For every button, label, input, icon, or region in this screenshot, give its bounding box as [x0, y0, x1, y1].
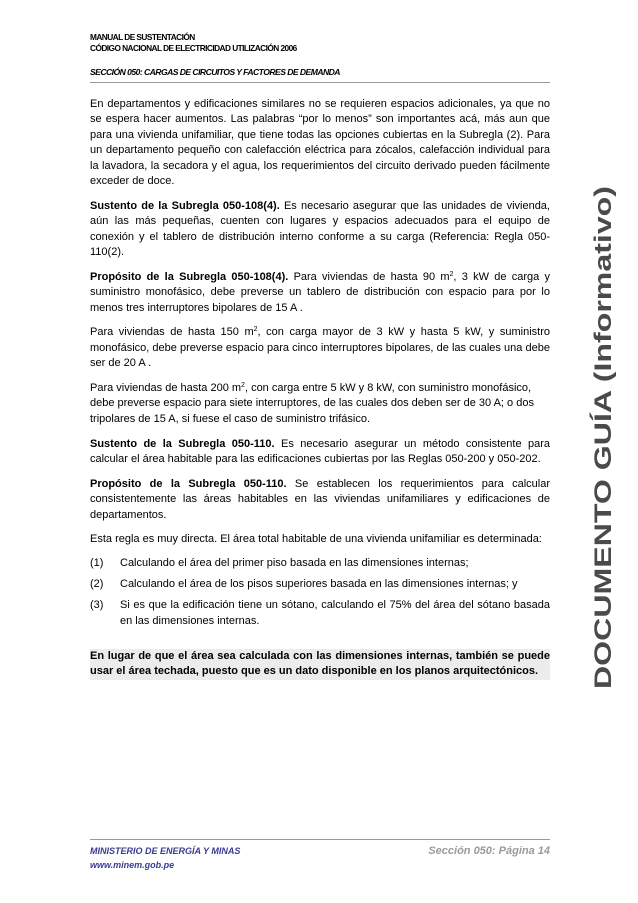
list-text: Calculando el área de los pisos superiores basada en las dimensiones internas; y	[120, 578, 518, 591]
paragraph-heading: Sustento de la Subregla 050-108(4).	[90, 199, 280, 212]
list-item	[90, 556, 550, 571]
paragraph-text: , con carga mayor de 3 kW y hasta 5 kW, y suministro monofásico, debe preverse espacio para cinco interruptores bipolares, de las cuales una debe ser de 20 A .	[90, 326, 550, 370]
page-header	[90, 32, 550, 83]
paragraph	[90, 532, 550, 547]
section-title: SECCIÓN 050: CARGAS DE CIRCUITOS Y FACTORES DE DEMANDA	[90, 67, 340, 77]
superscript: 2	[253, 326, 258, 334]
paragraph-text: , con carga entre 5 kW y 8 kW, con suministro monofásico, debe preverse espacio para siete interruptores, de las cuales dos deben ser de 30 A; o dos tripolares de 15 A, si fuese el caso de suministro trifásico.	[90, 382, 534, 425]
paragraph	[90, 437, 550, 468]
numbered-list	[90, 556, 550, 629]
list-number: (2)	[90, 578, 104, 591]
ministry-name: MINISTERIO DE ENERGÍA Y MINAS	[90, 846, 241, 856]
document-body	[90, 97, 550, 680]
paragraph-text: Para viviendas de hasta 90 m	[288, 270, 450, 283]
paragraph-text: Es necesario asegurar que las unidades de vivienda, aún las más pequeñas, cuenten con lugares y espacios adecuados para el equipo de conexión y el tablero de distribución interno conforme a su carga (Referencia: Regla 050-110(2).	[90, 199, 550, 259]
page-footer	[90, 839, 550, 870]
list-number: (1)	[90, 557, 104, 570]
paragraph-text: Se establecen los requerimientos para calcular consistentemente las áreas habitables en las viviendas unifamiliares y edificaciones de departamentos.	[90, 477, 550, 521]
paragraph-text: Esta regla es muy directa. El área total habitable de una vivienda unifamiliar es determinada:	[90, 533, 542, 546]
list-text: Si es que la edificación tiene un sótano, calculando el 75% del área del sótano basada en las dimensiones internas.	[120, 599, 550, 627]
paragraph-text: Es necesario asegurar un método consistente para calcular el área habitable para las edificaciones cubiertas por las Reglas 050-200 y 050-202.	[90, 437, 550, 466]
paragraph-heading: Propósito de la Subregla 050-108(4).	[90, 270, 289, 283]
list-text: Calculando el área del primer piso basada en las dimensiones internas;	[120, 557, 469, 570]
paragraph	[90, 270, 550, 316]
page-number: Sección 050: Página 14	[428, 845, 550, 857]
highlighted-note: En lugar de que el área sea calculada con las dimensiones internas, también se puede usar el área techada, puesto que es un dato disponible en los planos arquitectónicos.	[90, 649, 550, 680]
website-link[interactable]: www.minem.gob.pe	[90, 860, 175, 870]
header-rule	[90, 82, 550, 83]
superscript: 2	[241, 382, 245, 390]
superscript: 2	[449, 270, 454, 278]
footer-rule	[90, 839, 550, 840]
paragraph	[90, 97, 550, 189]
list-item	[90, 598, 550, 629]
code-title: CÓDIGO NACIONAL DE ELECTRICIDAD UTILIZACIÓN 2006	[90, 43, 297, 53]
list-number: (3)	[90, 599, 104, 612]
paragraph-text: , 3 kW de carga y suministro monofásico, debe preverse un tablero de distribución con espacio para por lo menos tres interruptores bipolares de 15 A .	[90, 270, 550, 314]
paragraph-heading: Propósito de la Subregla 050-110.	[90, 477, 287, 490]
paragraph-text: En departamentos y edificaciones similares no se requieren espacios adicionales, ya que no se espera hacer aumentos. Las palabras “por lo menos” son importantes acá, más aun que para una vivienda unifamiliar, que tiene todas las opciones cubiertas en la Subregla (2). Para un departamento pequeño con calefacción eléctrica para zócalos, calefacción individual para la lavadora, la secadora y el agua, los requerimientos del circuito derivado pueden fácilmente exceder de doce.	[90, 98, 550, 188]
paragraph	[90, 381, 550, 427]
guide-document-watermark	[576, 186, 624, 689]
paragraph-text: Para viviendas de hasta 200 m	[90, 382, 242, 395]
paragraph-heading: Sustento de la Subregla 050-110.	[90, 437, 275, 450]
paragraph	[90, 477, 550, 523]
manual-title: MANUAL DE SUSTENTACIÓN	[90, 32, 195, 42]
paragraph-text: Para viviendas de hasta 150 m	[90, 326, 254, 339]
watermark-text: DOCUMENTO GUÍA (Informativo)	[590, 305, 617, 689]
list-item	[90, 577, 550, 592]
paragraph	[90, 199, 550, 261]
paragraph	[90, 325, 550, 371]
